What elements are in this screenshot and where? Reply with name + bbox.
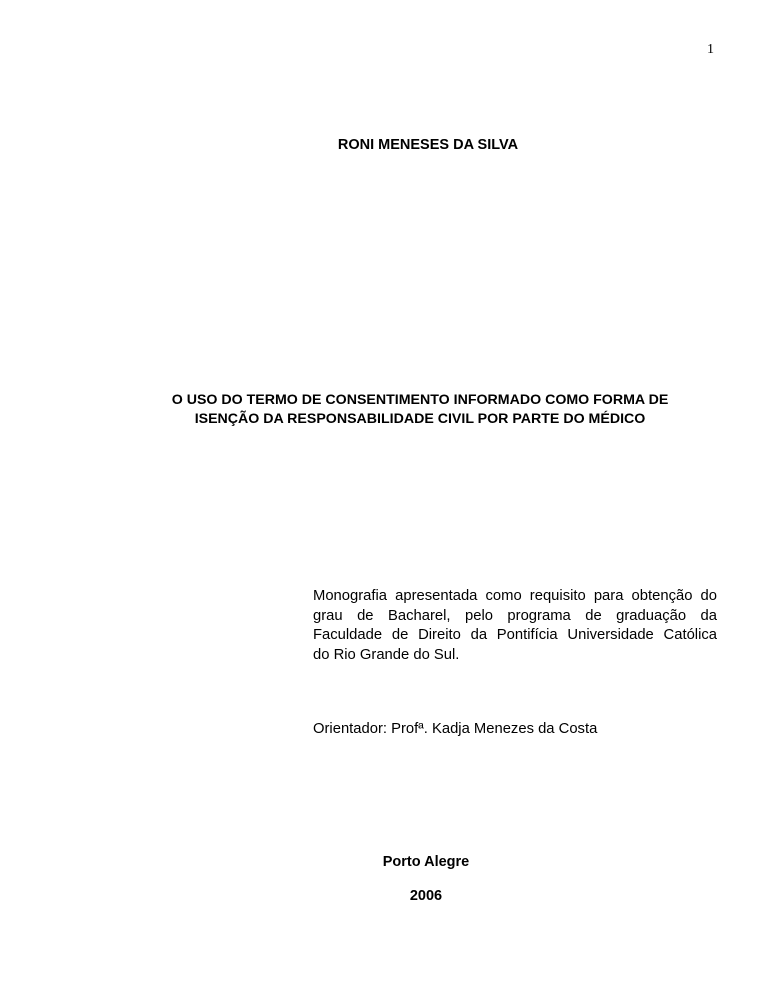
description-line-3: Faculdade de Direito da Pontifícia Universidade Católica [313, 627, 717, 643]
city: Porto Alegre [382, 854, 470, 870]
thesis-title-line-2: ISENÇÃO DA RESPONSABILIDADE CIVIL POR PARTE DO MÉDICO [194, 411, 646, 427]
description-line-4: do Rio Grande do Sul. [313, 646, 460, 663]
page-number: 1 [707, 42, 714, 57]
thesis-description [313, 587, 717, 665]
author-name: RONI MENESES DA SILVA [337, 137, 519, 153]
year: 2006 [409, 888, 443, 904]
description-line-1: Monografia apresentada como requisito para obtenção do [313, 588, 717, 604]
thesis-title-line-1: O USO DO TERMO DE CONSENTIMENTO INFORMADO COMO FORMA DE [171, 392, 669, 408]
thesis-title [120, 391, 720, 429]
advisor: Orientador: Profª. Kadja Menezes da Costa [313, 721, 598, 737]
description-line-2: grau de Bacharel, pelo programa de graduação da [313, 607, 717, 624]
